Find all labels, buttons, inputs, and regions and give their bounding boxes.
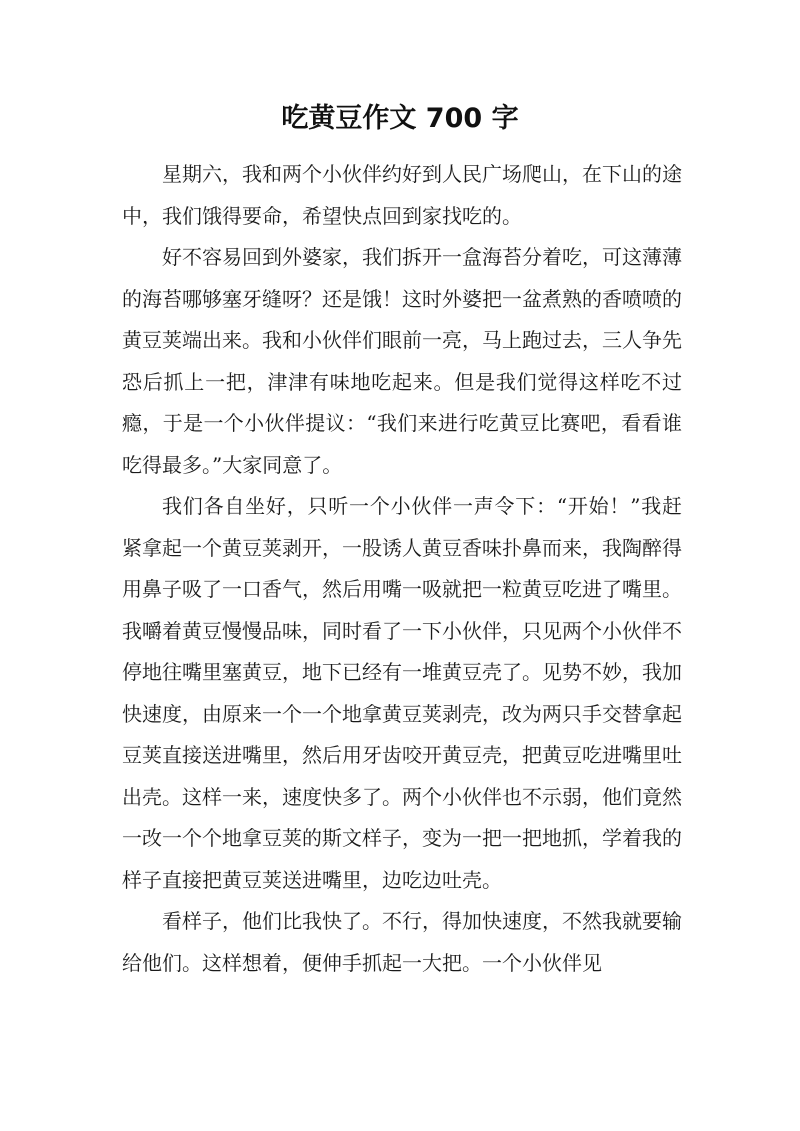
paragraph-4: 看样子，他们比我快了。不行，得加快速度，不然我就要输给他们。这样想着，便伸手抓起一大把。一个小伙伴见 [122,909,682,975]
paragraph-2: 好不容易回到外婆家，我们拆开一盒海苔分着吃，可这薄薄的海苔哪够塞牙缝呀？还是饿！这时外婆把一盆煮熟的香喷喷的黄豆荚端出来。我和小伙伴们眼前一亮，马上跑过去，三人争先恐后抓上一把，津津有味地吃起来。但是我们觉得这样吃不过瘾，于是一个小伙伴提议：“我们来进行吃黄豆比赛吧，看看谁吃得最多。”大家同意了。 [122,245,682,477]
document-title: 吃黄豆作文 700 字 [281,103,519,134]
paragraph-3: 我们各自坐好，只听一个小伙伴一声令下：“开始！”我赶紧拿起一个黄豆荚剥开，一股诱人黄豆香味扑鼻而来，我陶醉得用鼻子吸了一口香气，然后用嘴一吸就把一粒黄豆吃进了嘴里。我嚼着黄豆慢慢品味，同时看了一下小伙伴，只见两个小伙伴不停地往嘴里塞黄豆，地下已经有一堆黄豆壳了。见势不妙，我加快速度，由原来一个一个地拿黄豆荚剥壳，改为两只手交替拿起豆荚直接送进嘴里，然后用牙齿咬开黄豆壳，把黄豆吃进嘴里吐出壳。这样一来，速度快多了。两个小伙伴也不示弱，他们竟然一改一个个地拿豆荚的斯文样子，变为一把一把地抓，学着我的样子直接把黄豆荚送进嘴里，边吃边吐壳。 [122,494,682,892]
paragraph-1: 星期六，我和两个小伙伴约好到人民广场爬山，在下山的途中，我们饿得要命，希望快点回到家找吃的。 [122,162,682,228]
document-body [122,154,682,984]
